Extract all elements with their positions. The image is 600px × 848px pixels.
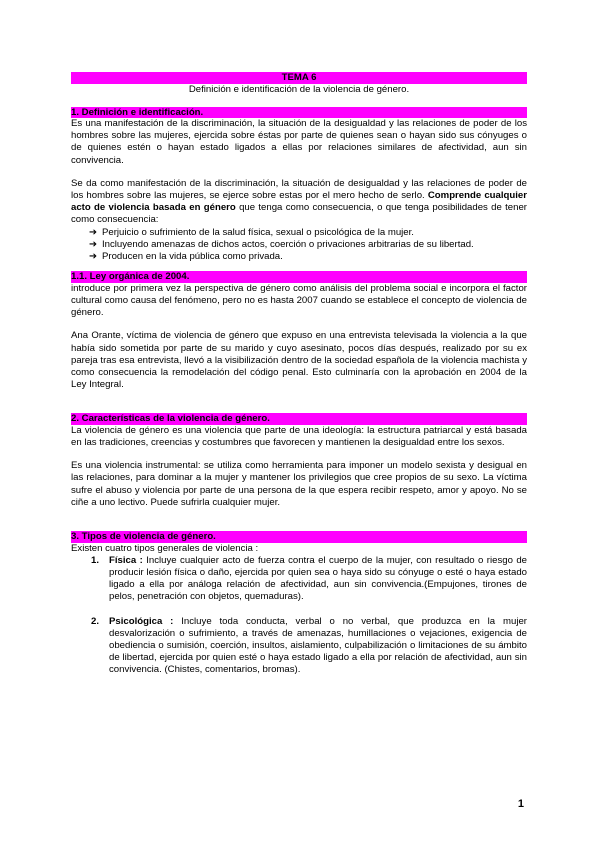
section-1-paragraph-1: Es una manifestación de la discriminación, la situación de la desigualdad y las relaciones de poder de los hombres sobre las mujeres, ejercida sobre éstas por parte de quienes sean o hayan sido sus cónyuges o de quienes estén o hayan estado ligados a ellas por relaciones similares de afectividad, aun sin convivencia. [71,118,527,166]
section-1-p2-end: que tenga como consecuencia, o que tenga posibilidades de tener como consecuencia: [71,202,527,226]
list-item-text: Incluyendo amenazas de dichos actos, coerción o privaciones arbitrarias de su libertad. [102,238,474,250]
list-item [89,239,527,251]
section-1-paragraph-2 [71,178,527,227]
item-number: 1. [91,554,100,566]
section-2-heading: 2. Características de la violencia de género. [71,413,527,425]
violence-types-list [71,555,527,677]
page-number: 1 [517,798,524,810]
list-item [91,555,527,604]
list-item [91,616,527,677]
topic-subtitle: Definición e identificación de la violencia de género. [188,83,410,95]
section-3-heading: 3. Tipos de violencia de género. [71,531,527,543]
list-item [89,251,527,263]
section-2-paragraph-1: La violencia de género es una violencia que parte de una ideología: la estructura patriarcal y está basada en las tradiciones, creencias y costumbres que favorecen y mantienen la desigualdad entre los sexos. [71,424,527,449]
consequence-list [71,227,527,264]
arrow-icon: ➔ [89,226,98,238]
list-item-text: Perjuicio o sufrimiento de la salud física, sexual o psicológica de la mujer. [102,226,414,238]
item-term: Física : [109,554,143,566]
section-3-intro: Existen cuatro tipos generales de violencia : [71,542,259,554]
arrow-icon: ➔ [89,238,98,250]
item-number: 2. [91,615,100,627]
section-1-1-heading: 1.1. Ley orgánica de 2004. [71,271,527,283]
section-1-p2-start: Se da como manifestación de la discriminación, la situación de desigualdad y las relaciones de poder de los hombres sobre las mujeres, se ejerce sobre estas por el mero hecho de serlo. [71,177,527,202]
list-spacer [91,604,527,616]
item-text: Incluye toda conducta, verbal o no verbal, que produzca en la mujer desvalorización o sufrimiento, a través de amenazas, humillaciones o vejaciones, exigencia de obediencia o sumisión, coerción, insultos, aislamiento, culpabilización o limitaciones de su ámbito de libertad, ejercida por quien esté o haya estado ligado a ella por relación de afectividad, aun sin convivencia. (Chistes, comentarios, bromas). [109,615,527,676]
topic-title: TEMA 6 [71,72,527,84]
list-item-text: Producen en la vida pública como privada. [102,251,283,263]
section-1-1-paragraph-2: Ana Orante, víctima de violencia de género que expuso en una entrevista televisada la violencia a la que había sido sometida por parte de su marido y cuyo asesinato, pocos días después, realizado por su ex pareja tras esa entrevista, llevó a la visibilización dentro de la sociedad española de la violencia machista y como consecuencia la remodelación del código penal. Esto culminaría con la aprobación en 2004 de la Ley Integral. [71,330,527,391]
page-content [71,72,527,677]
section-2-paragraph-2: Es una violencia instrumental: se utiliza como herramienta para imponer un modelo sexista y desigual en las relaciones, para dominar a la mujer y mantener los privilegios que cree propios de su sexo. La víctima sufre el abuso y violencia por parte de una persona de la que espera recibir respeto, amor y apoyo. No se ciñe a uno lectivo. Puede sufrirla cualquier mujer. [71,460,527,508]
arrow-icon: ➔ [89,251,98,263]
list-item [89,227,527,239]
section-1-p2-bold: Comprende cualquier acto de violencia basada en género [71,190,528,214]
item-text: Incluye cualquier acto de fuerza contra el cuerpo de la mujer, con resultado o riesgo de producir lesión física o daño, ejercida por quien sea o haya sido su cónyuge o esté o haya estado ligado a ella por análoga relación de afectividad, aun sin convivencia.(Empujones, tirones de pelos, penetración con objetos, quemaduras). [109,554,527,603]
section-1-heading: 1. Definición e identificación. [71,107,527,119]
item-term: Psicológica : [109,615,174,627]
section-1-1-paragraph-1: introduce por primera vez la perspectiva de género como análisis del problema social e incorpora el factor cultural como causa del fenómeno, pero no es hasta 2007 cuando se establece el concepto de violencia de género. [71,282,528,319]
